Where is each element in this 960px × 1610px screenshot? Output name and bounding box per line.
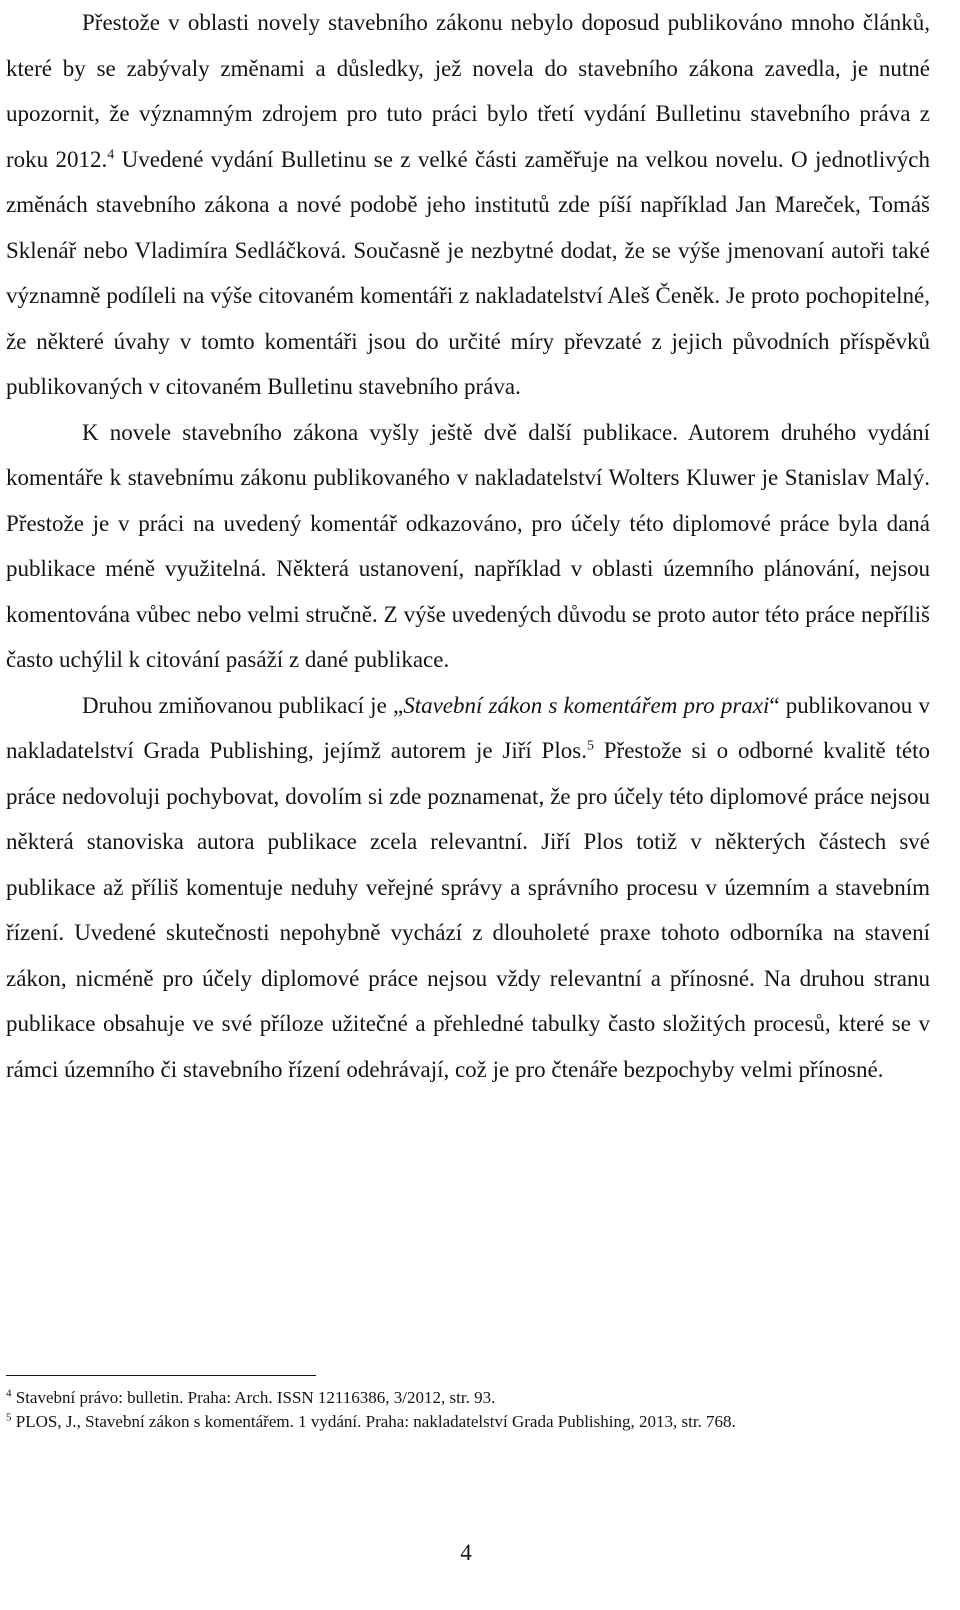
footnote-number: 4 [6, 1387, 12, 1400]
body-text [6, 0, 930, 1092]
cited-book-title: Stavební zákon s komentářem pro praxi [403, 692, 770, 718]
footnote-separator [6, 1375, 316, 1376]
footnote-text: Stavební právo: bulletin. Praha: Arch. ISSN 12116386, 3/2012, str. 93. [11, 1388, 496, 1407]
paragraph-1-text-cont: Uvedené vydání Bulletinu se z velké části zaměřuje na velkou novelu. O jednotlivých změnách stavebního zákona a nové podobě jeho institutů zde píší například Jan Mareček, Tomáš Sklenář nebo Vladimíra Sedláčková. Současně je nezbytné dodat, že se výše jmenovaní autoři také významně podíleli na výše citovaném komentáři z nakladatelství Aleš Čeněk. Je proto pochopitelné, že některé úvahy v tomto komentáři jsou do určité míry převzaté z jejich původních příspěvků publikovaných v citovaném Bulletinu stavebního práva. [6, 146, 930, 399]
paragraph-3-text: Druhou zmiňovanou publikací je „ [82, 692, 404, 718]
paragraph-3 [6, 683, 930, 1093]
paragraph-2 [6, 410, 930, 683]
footnote-5 [6, 1410, 926, 1434]
footnotes [6, 1386, 926, 1434]
paragraph-3-text-cont: “ publikovanou v nakladatelství Grada Publishing, jejímž autorem je Jiří Plos. [6, 692, 931, 763]
footnote-4 [6, 1386, 926, 1410]
footnote-ref-4: 4 [107, 146, 115, 162]
footnote-number: 5 [6, 1411, 12, 1424]
paragraph-3-text-end: Přestože si o odborné kvalitě této práce nedovoluji pochybovat, dovolím si zde poznamenat, že pro účely této diplomové práce nejsou některá stanoviska autora publikace zcela relevantní. Jiří Plos totiž v některých částech své publikace až příliš komentuje neduhy veřejné správy a správního procesu v územním a stavebním řízení. Uvedené skutečnosti nepohybně vychází z dlouholeté praxe tohoto odborníka na stavení zákon, nicméně pro účely diplomové práce nejsou vždy relevantní a přínosné. Na druhou stranu publikace obsahuje ve své příloze užitečné a přehledné tabulky často složitých procesů, které se v rámci územního či stavebního řízení odehrávají, což je pro čtenáře bezpochyby velmi přínosné. [6, 738, 931, 1082]
paragraph-1 [6, 0, 930, 410]
footnote-ref-5: 5 [586, 738, 594, 754]
paragraph-1-text: Přestože v oblasti novely stavebního zákonu nebylo doposud publikováno mnoho článků, které by se zabývaly změnami a důsledky, jež novela do stavebního zákona zavedla, je nutné upozornit, že významným zdrojem pro tuto práci bylo třetí vydání Bulletinu stavebního práva z roku 2012. [6, 10, 930, 172]
paragraph-2-text: K novele stavebního zákona vyšly ještě dvě další publikace. Autorem druhého vydání komentáře k stavebnímu zákonu publikovaného v nakladatelství Wolters Kluwer je Stanislav Malý. Přestože je v práci na uvedený komentář odkazováno, pro účely této diplomové práce byla daná publikace méně využitelná. Některá ustanovení, například v oblasti územního plánování, nejsou komentována vůbec nebo velmi stručně. Z výše uvedených důvodu se proto autor této práce nepříliš často uchýlil k citování pasáží z dané publikace. [6, 419, 930, 672]
page-number: 4 [460, 1540, 472, 1565]
footnote-text: PLOS, J., Stavební zákon s komentářem. 1 vydání. Praha: nakladatelství Grada Publishing, 2013, str. 768. [11, 1412, 736, 1431]
